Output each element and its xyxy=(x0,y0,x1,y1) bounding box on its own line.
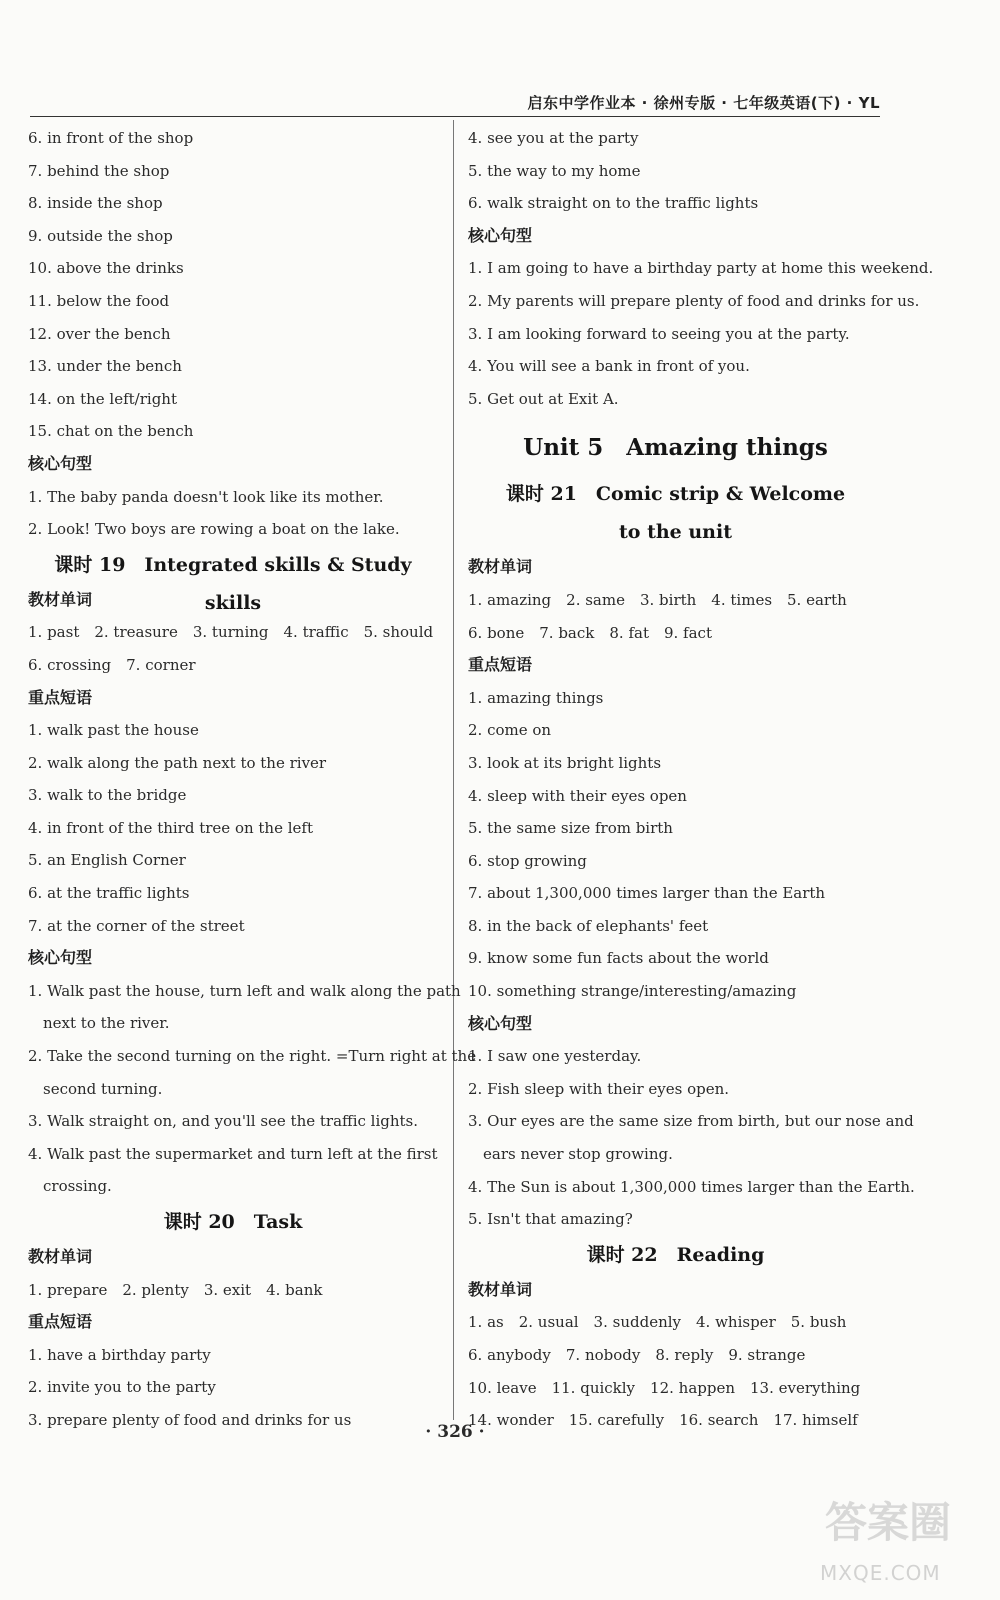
sentence-item: 3. Walk straight on, and you'll see the traffic lights. xyxy=(28,1112,419,1131)
section-heading-core-sentences: 核心句型 xyxy=(28,948,93,968)
phrase-item: 7. behind the shop xyxy=(28,161,170,180)
right-column xyxy=(468,122,934,1437)
phrase-item: 3. walk to the bridge xyxy=(28,786,187,805)
phrase-item: 5. an English Corner xyxy=(28,851,186,870)
section-heading-words: 教材单词 xyxy=(28,589,93,609)
section-heading-core-sentences: 核心句型 xyxy=(468,1013,533,1033)
word-row: 6. bone 7. back 8. fat 9. fact xyxy=(468,623,712,642)
phrase-item: 2. invite you to the party xyxy=(28,1378,216,1397)
sentence-item: 4. Walk past the supermarket and turn left at the first xyxy=(28,1144,438,1163)
sentence-item: 1. I am going to have a birthday party at home this weekend. xyxy=(468,259,934,278)
word-row: 10. leave 11. quickly 12. happen 13. everything xyxy=(468,1378,861,1397)
sentence-item: 3. I am looking forward to seeing you at the party. xyxy=(468,324,850,343)
lesson-22-title: 课时 22 Reading xyxy=(586,1243,765,1266)
sentence-item: 2. Take the second turning on the right. =Turn right at the xyxy=(28,1047,477,1066)
phrase-item: 8. inside the shop xyxy=(28,194,163,213)
phrase-item: 1. walk past the house xyxy=(28,721,199,740)
sentence-item: 4. The Sun is about 1,300,000 times larger than the Earth. xyxy=(468,1177,915,1196)
header-rule xyxy=(30,116,880,117)
sentence-continuation: next to the river. xyxy=(43,1014,170,1033)
lesson-19-title: 课时 19 Integrated skills & Study skills xyxy=(54,553,412,614)
phrase-item: 5. the same size from birth xyxy=(468,819,673,838)
sentence-item: 1. The baby panda doesn't look like its mother. xyxy=(28,487,384,506)
phrase-item: 5. the way to my home xyxy=(468,161,641,180)
phrase-item: 1. amazing things xyxy=(468,688,604,707)
running-header: 启东中学作业本 · 徐州专版 · 七年级英语(下) · YL xyxy=(527,94,880,112)
section-heading-core-sentences: 核心句型 xyxy=(28,453,93,473)
phrase-item: 13. under the bench xyxy=(28,357,182,376)
sentence-item: 1. Walk past the house, turn left and walk along the path xyxy=(28,981,461,1000)
phrase-item: 3. look at its bright lights xyxy=(468,753,662,772)
phrase-item: 6. in front of the shop xyxy=(28,129,194,147)
watermark-text: MXQE.COM xyxy=(820,1561,941,1585)
phrase-item: 15. chat on the bench xyxy=(28,422,194,441)
unit-title: Unit 5 Amazing things xyxy=(523,434,828,462)
phrase-item: 10. above the drinks xyxy=(28,259,184,278)
phrase-item: 14. on the left/right xyxy=(28,389,177,408)
section-heading-core-sentences: 核心句型 xyxy=(468,225,533,245)
watermark-logo xyxy=(820,1485,980,1585)
word-row: 1. as 2. usual 3. suddenly 4. whisper 5. bush xyxy=(468,1313,847,1332)
word-row: 14. wonder 15. carefully 16. search 17. himself xyxy=(468,1411,858,1430)
sentence-continuation: crossing. xyxy=(43,1177,112,1196)
section-heading-phrases: 重点短语 xyxy=(468,655,533,675)
sentence-item: 4. You will see a bank in front of you. xyxy=(468,357,750,376)
section-heading-words: 教材单词 xyxy=(28,1247,93,1266)
phrase-item: 11. below the food xyxy=(28,291,170,310)
sentence-item: 1. I saw one yesterday. xyxy=(468,1047,642,1066)
sentence-continuation: ears never stop growing. xyxy=(483,1145,673,1164)
section-heading-phrases: 重点短语 xyxy=(28,687,93,707)
phrase-item: 3. prepare plenty of food and drinks for us xyxy=(28,1410,352,1429)
phrase-item: 7. about 1,300,000 times larger than the Earth xyxy=(468,884,826,903)
column-divider xyxy=(453,120,454,1420)
lesson-20-title: 课时 20 Task xyxy=(163,1211,303,1233)
phrase-item: 2. come on xyxy=(468,721,552,740)
word-row: 6. anybody 7. nobody 8. reply 9. strange xyxy=(468,1346,806,1364)
sentence-item: 2. Fish sleep with their eyes open. xyxy=(468,1079,730,1098)
section-heading-words: 教材单词 xyxy=(468,1279,533,1299)
section-heading-phrases: 重点短语 xyxy=(28,1312,93,1332)
page-number: · 326 · xyxy=(425,1422,485,1442)
phrase-item: 7. at the corner of the street xyxy=(28,916,245,935)
phrase-item: 8. in the back of elephants' feet xyxy=(468,916,709,935)
phrase-item: 12. over the bench xyxy=(28,324,171,343)
phrase-item: 6. walk straight on to the traffic lights xyxy=(468,194,759,213)
watermark-logo-mark: 答案圈 xyxy=(825,1498,952,1547)
phrase-item: 6. stop growing xyxy=(468,851,587,870)
phrase-item: 4. see you at the party xyxy=(468,129,639,147)
phrase-item: 4. in front of the third tree on the left xyxy=(28,818,313,837)
sentence-item: 3. Our eyes are the same size from birth, but our nose and xyxy=(468,1112,914,1131)
sentence-continuation: second turning. xyxy=(43,1079,163,1098)
phrase-item: 9. outside the shop xyxy=(28,226,173,245)
word-row: 1. amazing 2. same 3. birth 4. times 5. earth xyxy=(468,590,847,609)
word-row: 6. crossing 7. corner xyxy=(28,655,196,674)
sentence-item: 2. Look! Two boys are rowing a boat on the lake. xyxy=(28,520,400,539)
lesson-21-title: 课时 21 Comic strip & Welcome xyxy=(505,483,846,506)
phrase-item: 6. at the traffic lights xyxy=(28,884,190,903)
lesson-21-title-continuation: to the unit xyxy=(619,521,732,544)
phrase-item: 1. have a birthday party xyxy=(28,1345,211,1364)
sentence-item: 2. My parents will prepare plenty of food and drinks for us. xyxy=(468,291,920,310)
word-row: 1. past 2. treasure 3. turning 4. traffic 5. should xyxy=(28,623,434,642)
phrase-item: 9. know some fun facts about the world xyxy=(468,949,769,968)
section-heading-words: 教材单词 xyxy=(468,557,533,577)
sentence-item: 5. Get out at Exit A. xyxy=(468,389,619,408)
phrase-item: 4. sleep with their eyes open xyxy=(468,786,687,805)
phrase-item: 2. walk along the path next to the river xyxy=(28,753,327,772)
word-row: 1. prepare 2. plenty 3. exit 4. bank xyxy=(28,1280,323,1299)
sentence-item: 5. Isn't that amazing? xyxy=(468,1210,633,1229)
phrase-item: 10. something strange/interesting/amazing xyxy=(468,982,797,1001)
